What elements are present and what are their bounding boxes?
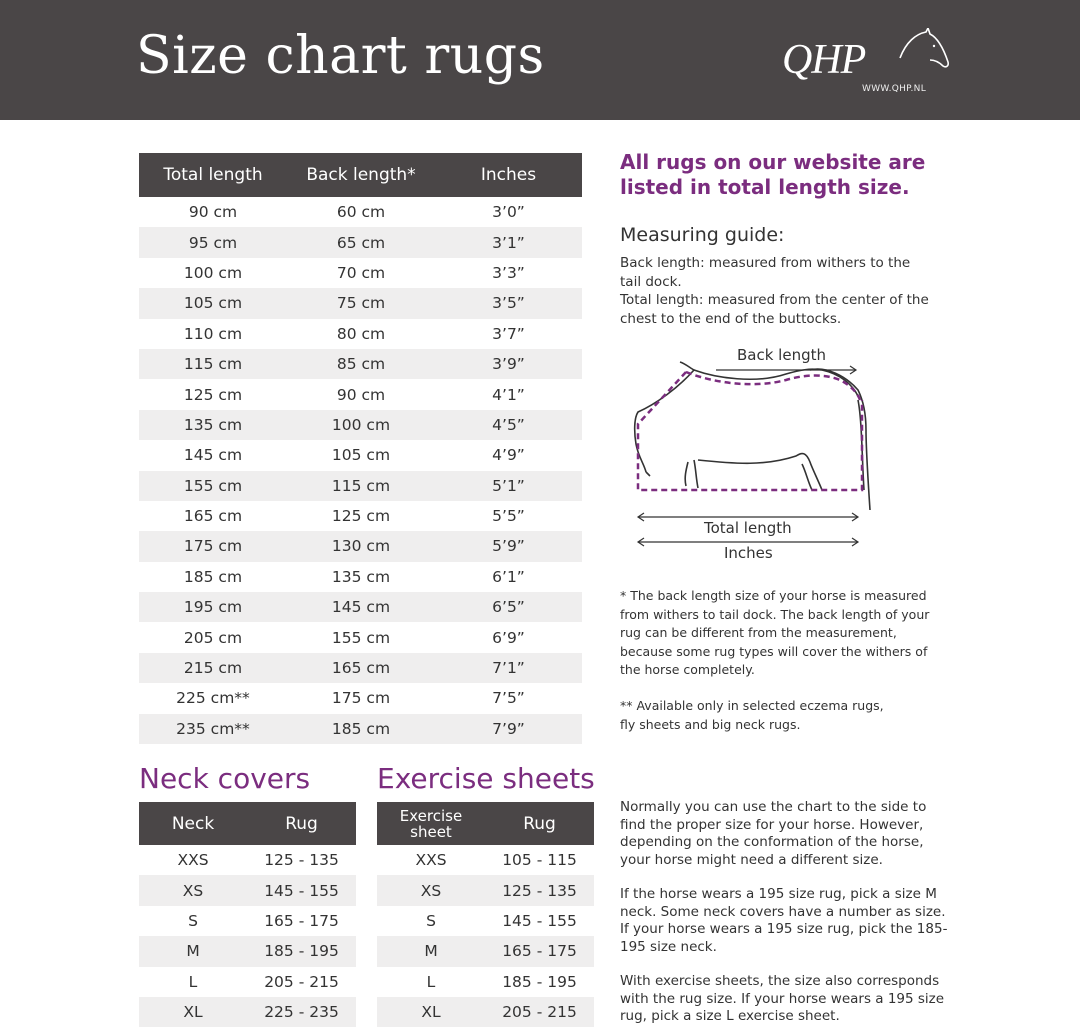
table-cell: 115 cm — [139, 349, 287, 379]
sizing-paragraph-1: Normally you can use the chart to the side to find the proper size for your horse. However, depending on the conformation of the horse, your horse might need a different size. — [620, 799, 927, 868]
table-cell: L — [426, 972, 436, 991]
page-header — [0, 0, 1080, 120]
qhp-logo — [782, 28, 952, 98]
table-cell: 6’9” — [492, 628, 525, 647]
back-length-footnote: * The back length size of your horse is measured from withers to tail dock. The back length of your rug can be different from the measurement, because some rug types will cover the withers of the horse completely. — [620, 588, 930, 677]
table-cell: 100 cm — [287, 410, 435, 440]
table-cell: 3’0” — [492, 203, 525, 222]
table-row — [139, 683, 582, 713]
table-cell: 3’7” — [492, 324, 525, 343]
table-row — [139, 440, 582, 470]
table-cell: 100 cm — [183, 263, 243, 282]
table-cell: 80 cm — [336, 324, 386, 343]
table-cell: XS — [377, 875, 485, 905]
table-cell: M — [139, 936, 247, 966]
table-cell: 70 cm — [336, 263, 386, 282]
table-cell: 4’9” — [492, 446, 525, 465]
table-cell: 165 - 175 — [264, 911, 339, 930]
table-row — [377, 936, 594, 966]
table-cell: XL — [377, 997, 485, 1027]
table-row — [377, 845, 594, 875]
exercise-sheets-title: Exercise sheets — [377, 762, 595, 795]
table-row — [139, 319, 582, 349]
table-row — [139, 653, 582, 683]
table-cell: 105 cm — [139, 288, 287, 318]
table-cell: M — [377, 936, 485, 966]
table-cell: 3’5” — [435, 288, 582, 318]
total-length-note: All rugs on our website are listed in total length size. — [620, 150, 926, 199]
table-cell: 65 cm — [287, 227, 435, 257]
table-row — [377, 997, 594, 1027]
table-cell: 3’1” — [435, 227, 582, 257]
table-cell: 125 cm — [331, 507, 391, 526]
sizing-paragraph-2: If the horse wears a 195 size rug, pick a size M neck. Some neck covers have a number as size. If your horse wears a 195 size rug, pick the 185-195 size neck. — [620, 886, 948, 955]
header-rug: Rug — [247, 802, 356, 845]
table-row — [139, 997, 356, 1027]
table-row — [139, 501, 582, 531]
table-cell: S — [188, 911, 198, 930]
table-row — [139, 227, 582, 257]
table-row — [139, 906, 356, 936]
header-rug: Rug — [485, 802, 594, 845]
table-cell: 165 - 175 — [485, 936, 594, 966]
header-exercise-sheet — [377, 802, 485, 845]
logo-url: WWW.QHP.NL — [862, 84, 927, 94]
table-row — [139, 845, 356, 875]
header-back-length: Back length* — [287, 153, 435, 197]
table-cell: 125 cm — [183, 385, 243, 404]
table-cell: 185 cm — [287, 714, 435, 744]
inches-label: Inches — [724, 544, 773, 562]
table-cell: XL — [139, 997, 247, 1027]
table-row — [139, 379, 582, 409]
table-cell: L — [188, 972, 198, 991]
eczema-footnote: ** Available only in selected eczema rugs, fly sheets and big neck rugs. — [620, 698, 884, 732]
back-length-label: Back length — [737, 346, 826, 364]
table-cell: 7’5” — [492, 689, 525, 708]
table-cell: 135 cm — [331, 567, 391, 586]
table-cell: 235 cm** — [139, 714, 287, 744]
table-cell: 85 cm — [287, 349, 435, 379]
table-cell: 155 cm — [331, 628, 391, 647]
page-title: Size chart rugs — [136, 26, 545, 86]
table-cell: 3’9” — [435, 349, 582, 379]
table-cell: 115 cm — [287, 471, 435, 501]
table-row — [139, 471, 582, 501]
horse-head-icon — [892, 28, 952, 88]
header-exercise-sheet-label: Exercise sheet — [399, 806, 463, 841]
table-row — [139, 531, 582, 561]
neck-covers-title: Neck covers — [139, 762, 311, 795]
table-cell: 145 - 155 — [247, 875, 356, 905]
table-cell: 145 cm — [287, 592, 435, 622]
table-cell: 6’5” — [435, 592, 582, 622]
table-cell: 95 cm — [139, 227, 287, 257]
table-row — [139, 936, 356, 966]
guide-total-length: Total length: measured from the center of the chest to the end of the buttocks. — [620, 292, 929, 327]
table-cell: 5’5” — [492, 507, 525, 526]
table-cell: 225 cm** — [176, 689, 250, 708]
table-cell: 4’1” — [492, 385, 525, 404]
table-cell: 5’1” — [435, 471, 582, 501]
table-cell: 185 - 195 — [502, 972, 577, 991]
table-cell: XXS — [415, 851, 447, 870]
table-cell: 3’3” — [492, 263, 525, 282]
rug-size-table — [139, 153, 582, 744]
table-cell: 4’5” — [435, 410, 582, 440]
table-cell: 90 cm — [336, 385, 386, 404]
table-cell: 125 - 135 — [485, 875, 594, 905]
table-row — [139, 967, 356, 997]
table-cell: 185 - 195 — [247, 936, 356, 966]
table-cell: 145 cm — [183, 446, 243, 465]
table-row — [139, 258, 582, 288]
sizing-paragraph-3: With exercise sheets, the size also corresponds with the rug size. If your horse wears a 195 size rug, pick a size L exercise sheet. — [620, 973, 945, 1024]
table-cell: 90 cm — [188, 203, 238, 222]
table-row — [139, 288, 582, 318]
header-neck: Neck — [139, 802, 247, 845]
table-cell: 175 cm — [139, 531, 287, 561]
table-cell: 185 cm — [183, 567, 243, 586]
table-row — [139, 410, 582, 440]
table-cell: 195 cm — [139, 592, 287, 622]
table-row — [139, 349, 582, 379]
table-row — [377, 967, 594, 997]
table-row — [139, 562, 582, 592]
table-row — [139, 622, 582, 652]
table-cell: 105 cm — [331, 446, 391, 465]
measuring-guide-title: Measuring guide: — [620, 224, 785, 246]
table-cell: 175 cm — [331, 689, 391, 708]
exercise-sheets-table — [377, 802, 594, 1027]
table-cell: 205 - 215 — [264, 972, 339, 991]
header-total-length: Total length — [139, 153, 287, 197]
total-length-label: Total length — [704, 519, 792, 537]
table-cell: 6’1” — [492, 567, 525, 586]
table-cell: 5’9” — [435, 531, 582, 561]
table-cell: 205 - 215 — [485, 997, 594, 1027]
horse-measurement-diagram — [626, 340, 886, 570]
table-row — [139, 875, 356, 905]
table-cell: 130 cm — [287, 531, 435, 561]
table-row — [139, 197, 582, 227]
table-cell: 105 - 115 — [502, 851, 577, 870]
logo-text: QHP — [782, 37, 866, 83]
table-cell: 110 cm — [183, 324, 243, 343]
table-cell: 165 cm — [183, 507, 243, 526]
neck-covers-table — [139, 802, 356, 1027]
guide-back-length: Back length: measured from withers to the tail dock. — [620, 255, 911, 290]
table-cell: S — [426, 911, 436, 930]
table-row — [377, 875, 594, 905]
table-cell: 145 - 155 — [502, 911, 577, 930]
table-cell: 205 cm — [183, 628, 243, 647]
table-cell: 135 cm — [139, 410, 287, 440]
table-cell: 225 - 235 — [247, 997, 356, 1027]
table-row — [377, 906, 594, 936]
table-cell: 155 cm — [139, 471, 287, 501]
table-cell: 215 cm — [139, 653, 287, 683]
table-cell: 60 cm — [336, 203, 386, 222]
table-cell: XS — [139, 875, 247, 905]
table-cell: 7’9” — [435, 714, 582, 744]
table-row — [139, 592, 582, 622]
table-cell: XXS — [177, 851, 209, 870]
table-cell: 165 cm — [287, 653, 435, 683]
table-cell: 75 cm — [287, 288, 435, 318]
table-row — [139, 714, 582, 744]
measuring-guide-text — [620, 254, 930, 328]
table-cell: 7’1” — [435, 653, 582, 683]
table-cell: 125 - 135 — [264, 851, 339, 870]
header-inches: Inches — [435, 153, 582, 197]
